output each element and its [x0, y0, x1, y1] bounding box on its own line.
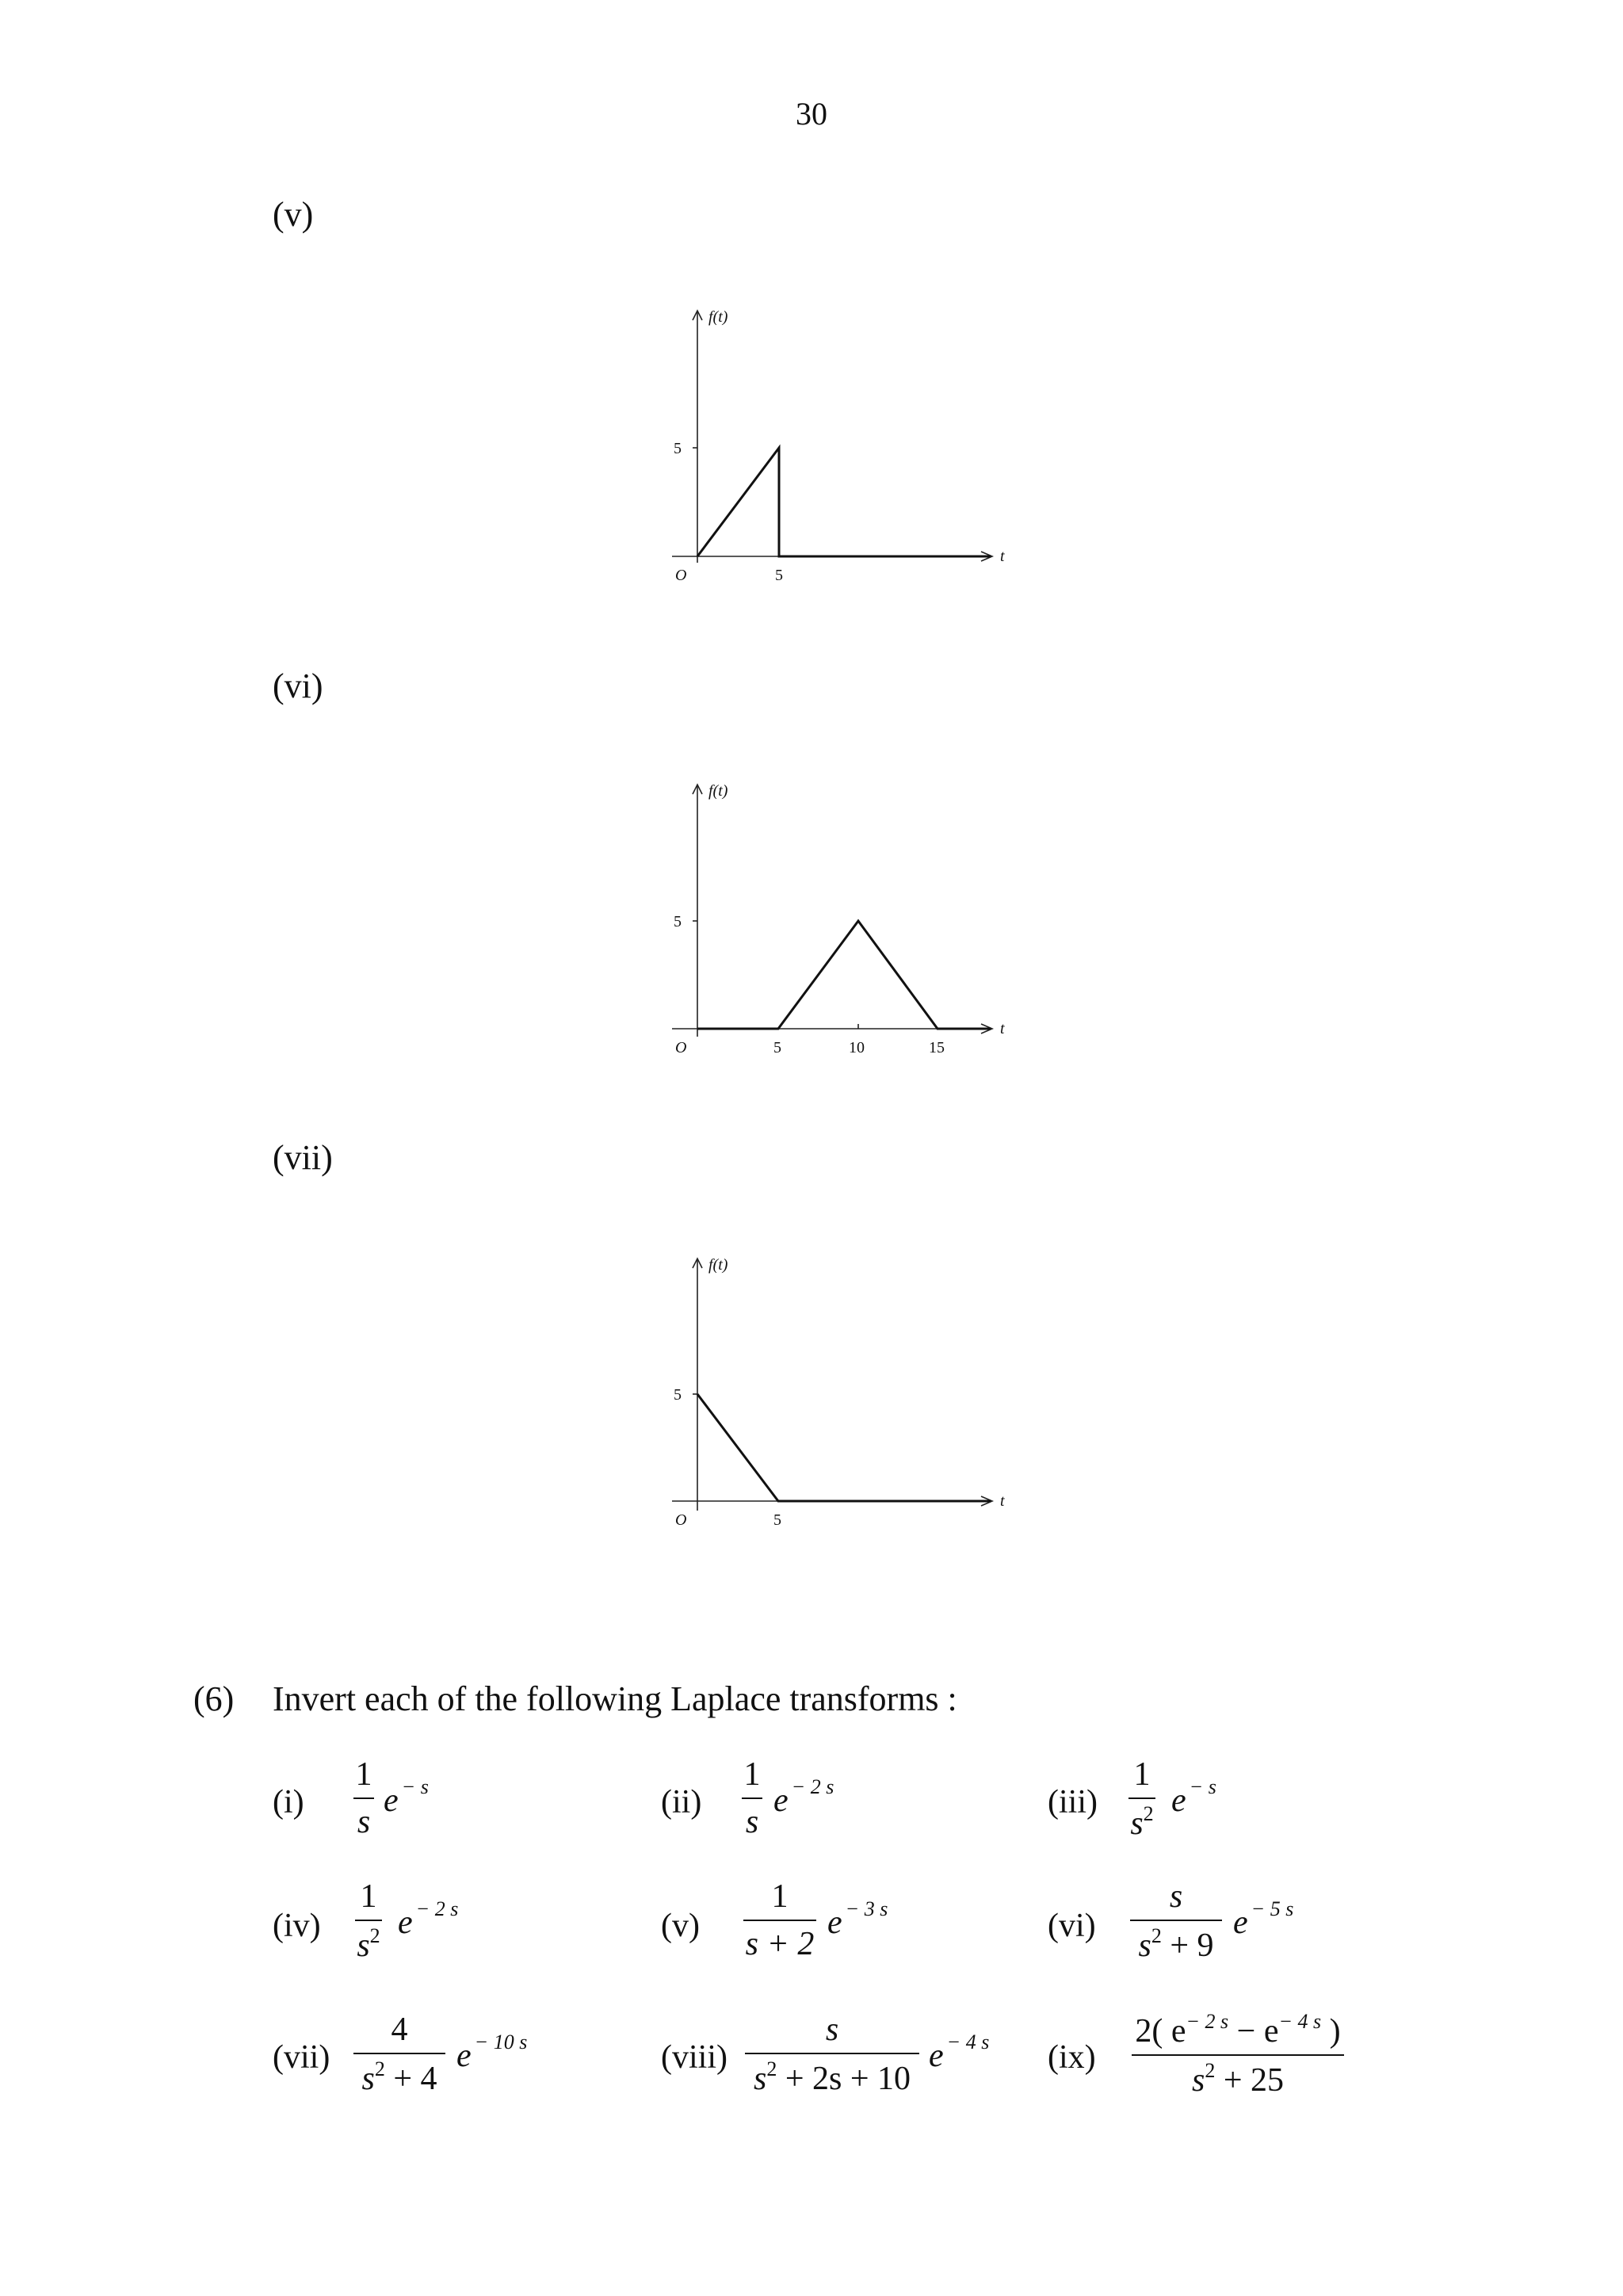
figure-v-label: (v)	[273, 195, 314, 234]
question-number: (6)	[193, 1679, 235, 1718]
x-tick-label: 5	[775, 567, 783, 584]
numerator: 1	[355, 1756, 372, 1793]
fraction-bar	[355, 1920, 382, 1921]
denominator: $s^2 + 4$	[361, 2057, 437, 2097]
x-tick-label: 15	[929, 1039, 945, 1056]
transform-iv-exponential: e $^{- 2 s}$	[398, 1897, 459, 1941]
transform-ix-label: (ix)	[1048, 2039, 1096, 2076]
transform-vi-fraction	[1130, 1880, 1222, 1962]
denominator: $s^2$	[357, 1924, 380, 1964]
origin-label: O	[675, 1511, 687, 1529]
function-curve	[697, 448, 991, 556]
origin-label: O	[675, 1039, 687, 1056]
transform-vii-fraction	[353, 2013, 445, 2095]
fraction-bar	[743, 1920, 816, 1921]
transform-ii-exponential: e $^{- 2 s}$	[773, 1775, 834, 1819]
fraction-bar	[745, 2053, 919, 2054]
fraction-bar	[1128, 1797, 1155, 1799]
transform-i-fraction	[353, 1758, 374, 1839]
transform-ii-label: (ii)	[661, 1784, 702, 1820]
figure-vii-label: (vii)	[273, 1138, 333, 1177]
transform-ii-fraction	[742, 1758, 762, 1839]
fraction-bar	[1132, 2054, 1344, 2056]
graph-v	[658, 301, 1022, 602]
transform-v-label: (v)	[661, 1908, 700, 1944]
transform-iii-label: (iii)	[1048, 1784, 1098, 1820]
function-curve	[697, 921, 991, 1029]
transform-vii-exponential: e $^{- 10 s}$	[456, 2030, 528, 2074]
fraction-bar	[1130, 1920, 1222, 1921]
x-tick-label: 5	[773, 1039, 781, 1056]
y-axis-label: f(t)	[708, 308, 728, 326]
transform-viii-label: (viii)	[661, 2039, 727, 2076]
transform-viii-fraction	[745, 2013, 919, 2095]
function-curve	[697, 1394, 991, 1501]
denominator: $s^2 + 25$	[1191, 2059, 1285, 2099]
denominator: $s^2 + 9$	[1138, 1924, 1214, 1964]
numerator: 1	[1133, 1756, 1151, 1793]
fraction-bar	[353, 2053, 445, 2054]
transform-ix-fraction	[1132, 2010, 1344, 2099]
graph-vii	[658, 1249, 1022, 1550]
x-axis-label: t	[1000, 1020, 1005, 1037]
numerator: 1	[743, 1756, 761, 1793]
transform-v-exponential: e $^{- 3 s}$	[827, 1897, 888, 1941]
denominator: s	[357, 1804, 371, 1840]
fraction-bar	[742, 1797, 762, 1799]
transform-iii-exponential: e $^{- s}$	[1171, 1775, 1216, 1819]
denominator: $s^2 + 2s + 10$	[753, 2057, 911, 2097]
transform-v-fraction	[743, 1880, 816, 1961]
transform-i-label: (i)	[273, 1784, 304, 1820]
numerator: s	[825, 2011, 839, 2048]
y-axis-label: f(t)	[708, 782, 728, 800]
transform-viii-exponential: e $^{- 4 s}$	[929, 2030, 990, 2074]
transform-i-exponential: e $^{- s}$	[384, 1775, 429, 1819]
x-axis-label: t	[1000, 548, 1005, 565]
question-text: Invert each of the following Laplace transforms :	[273, 1679, 957, 1718]
numerator: 1	[771, 1878, 789, 1915]
transform-iii-fraction	[1128, 1758, 1155, 1840]
graph-vi	[658, 775, 1022, 1076]
numerator: 1	[360, 1878, 377, 1915]
x-tick-label: 10	[849, 1039, 865, 1056]
denominator: $s^2$	[1130, 1802, 1154, 1842]
transform-iv-fraction	[355, 1880, 382, 1962]
denominator: s + 2	[745, 1926, 815, 1962]
denominator: s	[745, 1804, 759, 1840]
transform-vi-exponential: e $^{- 5 s}$	[1233, 1897, 1294, 1941]
x-axis-label: t	[1000, 1492, 1005, 1510]
y-tick-label: 5	[674, 440, 682, 457]
page-number: 30	[796, 96, 827, 132]
transform-vi-label: (vi)	[1048, 1908, 1096, 1944]
transform-iv-label: (iv)	[273, 1908, 321, 1944]
numerator: 4	[391, 2011, 408, 2048]
figure-vi-label: (vi)	[273, 667, 323, 705]
fraction-bar	[353, 1797, 374, 1799]
y-axis-label: f(t)	[708, 1256, 728, 1274]
x-tick-label: 5	[773, 1511, 781, 1529]
transform-vii-label: (vii)	[273, 2039, 330, 2076]
y-tick-label: 5	[674, 1386, 682, 1404]
origin-label: O	[675, 567, 687, 584]
y-tick-label: 5	[674, 913, 682, 930]
numerator: s	[1169, 1878, 1183, 1915]
numerator: 2( $e^{- 2 s} - e^{- 4 s}$ )	[1135, 2010, 1341, 2050]
